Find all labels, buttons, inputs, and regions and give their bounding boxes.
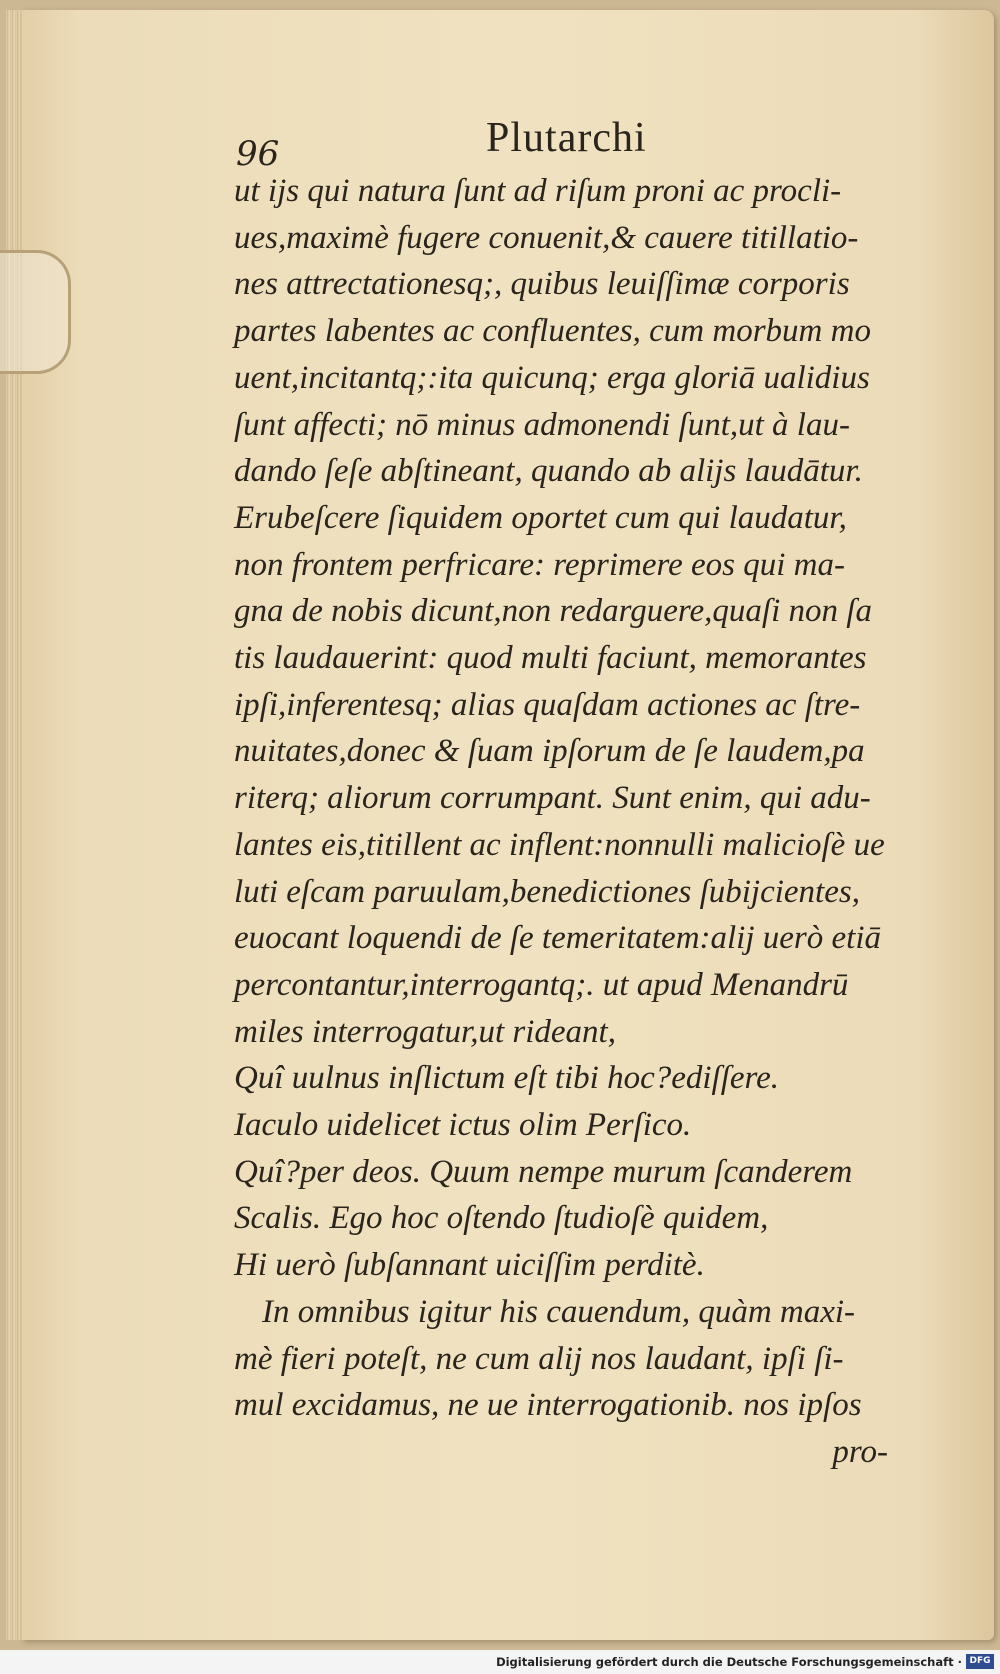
text-line: Erubeſcere ſiquidem oportet cum qui laudatur,: [234, 499, 847, 536]
text-line: non frontem perfricare: reprimere eos qui ma-: [234, 546, 845, 583]
text-line: lantes eis,titillent ac inflent:nonnulli malicioſè ue: [234, 826, 885, 863]
body-text: [234, 168, 914, 1476]
running-title: Plutarchi: [486, 115, 647, 161]
text-line: percontantur,interrogantq;. ut apud Menandrū: [234, 966, 849, 1003]
verse-line: Hi uerò ſubſannant uiciſſim perditè.: [234, 1247, 705, 1284]
text-line: ſunt affecti; nō minus admonendi ſunt,ut à lau-: [234, 406, 850, 443]
text-line: ipſi,inferentesq; alias quaſdam actiones ac ſtre-: [234, 686, 861, 723]
funding-credit: Digitalisierung gefördert durch die Deutsche Forschungsgemeinschaft ·: [496, 1655, 962, 1669]
verse-line: Quî uulnus inſlictum eſt tibi hoc?ediſſere.: [234, 1060, 780, 1097]
text-line: nes attrectationesq;, quibus leuiſſimæ corporis: [234, 266, 850, 303]
footer-bar: [0, 1650, 1000, 1674]
text-line: partes labentes ac confluentes, cum morbum mo: [234, 313, 871, 350]
text-line: miles interrogatur,ut rideant,: [234, 1013, 616, 1050]
text-line: euocant loquendi de ſe temeritatem:alij uerò etiā: [234, 920, 881, 957]
text-line: dando ſeſe abſtineant, quando ab alijs laudātur.: [234, 453, 863, 490]
text-line: ues,maximè fugere conuenit,& cauere titillatio-: [234, 219, 859, 256]
page-number: 96: [236, 134, 280, 174]
text-line: uent,incitantq;:ita quicunq; erga gloriā ualidius: [234, 359, 870, 396]
verse-line: Quî?per deos. Quum nempe murum ſcanderem: [234, 1153, 853, 1190]
text-line: luti eſcam paruulam,benedictiones ſubijcientes,: [234, 873, 860, 910]
text-line: In omnibus igitur his cauendum, quàm maxi-: [262, 1293, 856, 1330]
text-line: mul excidamus, ne ue interrogationib. nos ipſos: [234, 1387, 862, 1424]
text-line: riterq; aliorum corrumpant. Sunt enim, qui adu-: [234, 780, 871, 817]
catchword: pro-: [832, 1433, 888, 1470]
text-line: ut ijs qui natura ſunt ad riſum proni ac procli-: [234, 173, 842, 209]
text-line: tis laudauerint: quod multi faciunt, memorantes: [234, 640, 867, 677]
text-line: nuitates,donec & ſuam ipſorum de ſe laudem,pa: [234, 733, 865, 770]
text-line: gna de nobis dicunt,non redarguere,quaſi non ſa: [234, 593, 872, 630]
dfg-logo-icon: DFG: [966, 1654, 994, 1669]
text-line: mè fieri poteſt, ne cum alij nos laudant, ipſi ſi-: [234, 1340, 844, 1377]
verse-line: Iaculo uidelicet ictus olim Perſico.: [234, 1107, 692, 1144]
bookmark-clip: [0, 250, 71, 374]
page-header: [236, 108, 876, 174]
verse-line: Scalis. Ego hoc oſtendo ſtudioſè quidem,: [234, 1200, 769, 1237]
